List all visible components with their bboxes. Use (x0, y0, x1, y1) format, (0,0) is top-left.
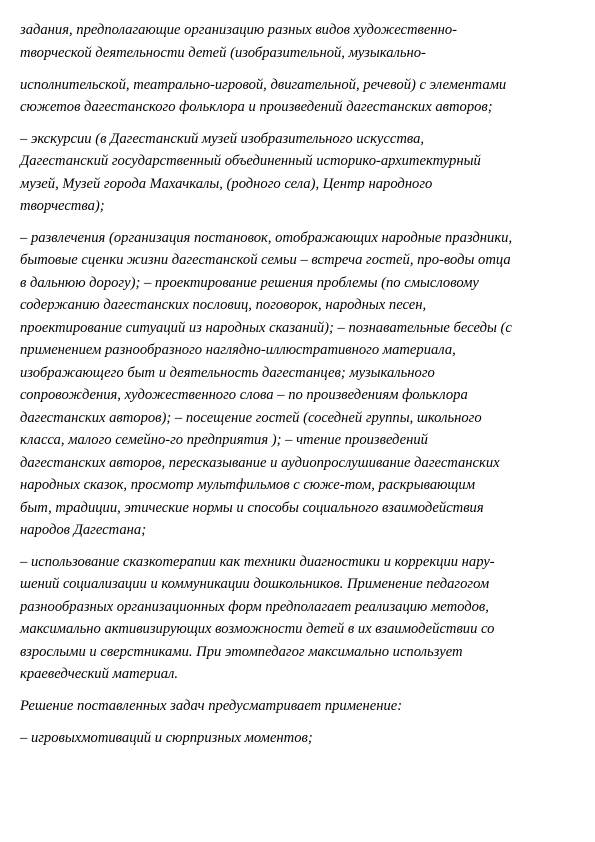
text-line: творчества); (20, 198, 105, 214)
text-line: дагестанских авторов); – посещение гостей (соседней группы, школьного (20, 410, 482, 426)
text-line: Дагестанский государственный объединенный историко-архитектурный (20, 153, 481, 169)
text-line: – развлечения (организация постановок, отображающих народные праздники, (20, 230, 513, 246)
text-line: – использование сказкотерапии как техники диагностики и коррекции нару- (20, 554, 495, 570)
text-line: народов Дагестана; (20, 522, 147, 538)
text-line: проектирование ситуаций из народных сказаний); – познавательные беседы (с (20, 320, 512, 336)
text-line: применением разнообразного наглядно-иллюстративного материала, (20, 342, 456, 358)
text-line: исполнительской, театрально-игровой, двигательной, речевой) с элементами (20, 77, 507, 93)
text-line: в дальнюю дорогу); – проектирование решения проблемы (по смысловому (20, 275, 479, 291)
text-line: содержанию дагестанских пословиц, поговорок, народных песен, (20, 297, 427, 313)
text-line: творческой деятельности детей (изобразительной, музыкально- (20, 45, 426, 61)
text-line: взрослыми и сверстниками. При этомпедагог максимально использует (20, 644, 463, 660)
text-line: – игровыхмотиваций и сюрпризных моментов; (20, 730, 313, 746)
text-line: – экскурсии (в Дагестанский музей изобразительного искусства, (20, 131, 425, 147)
text-line: сопровождения, художественного слова – по произведениям фольклора (20, 387, 468, 403)
text-line: максимально активизирующих возможности детей в их взаимодействии со (20, 621, 495, 637)
text-line: бытовые сценки жизни дагестанской семьи – встреча гостей, про-воды отца (20, 252, 511, 268)
text-line: Решение поставленных задач предусматривает применение: (20, 698, 403, 714)
text-line: изображающего быт и деятельность дагестанцев; музыкального (20, 365, 435, 381)
text-line: дагестанских авторов, пересказывание и аудиопрослушивание дагестанских (20, 455, 500, 471)
text-line: краеведческий материал. (20, 666, 179, 682)
text-line: сюжетов дагестанского фольклора и произведений дагестанских авторов; (20, 99, 493, 115)
text-line: шений социализации и коммуникации дошкольников. Применение педагогом (20, 576, 490, 592)
text-line: народных сказок, просмотр мультфильмов с сюже-том, раскрывающим (20, 477, 476, 493)
text-line: музей, Музей города Махачкалы, (родного села), Центр народного (20, 176, 433, 192)
text-line: быт, традиции, этические нормы и способы социального взаимодействия (20, 500, 484, 516)
text-line: задания, предполагающие организацию разных видов художественно- (20, 22, 457, 38)
text-line: класса, малого семейно-го предприятия ); – чтение произведений (20, 432, 428, 448)
text-line: разнообразных организационных форм предполагает реализацию методов, (20, 599, 489, 615)
